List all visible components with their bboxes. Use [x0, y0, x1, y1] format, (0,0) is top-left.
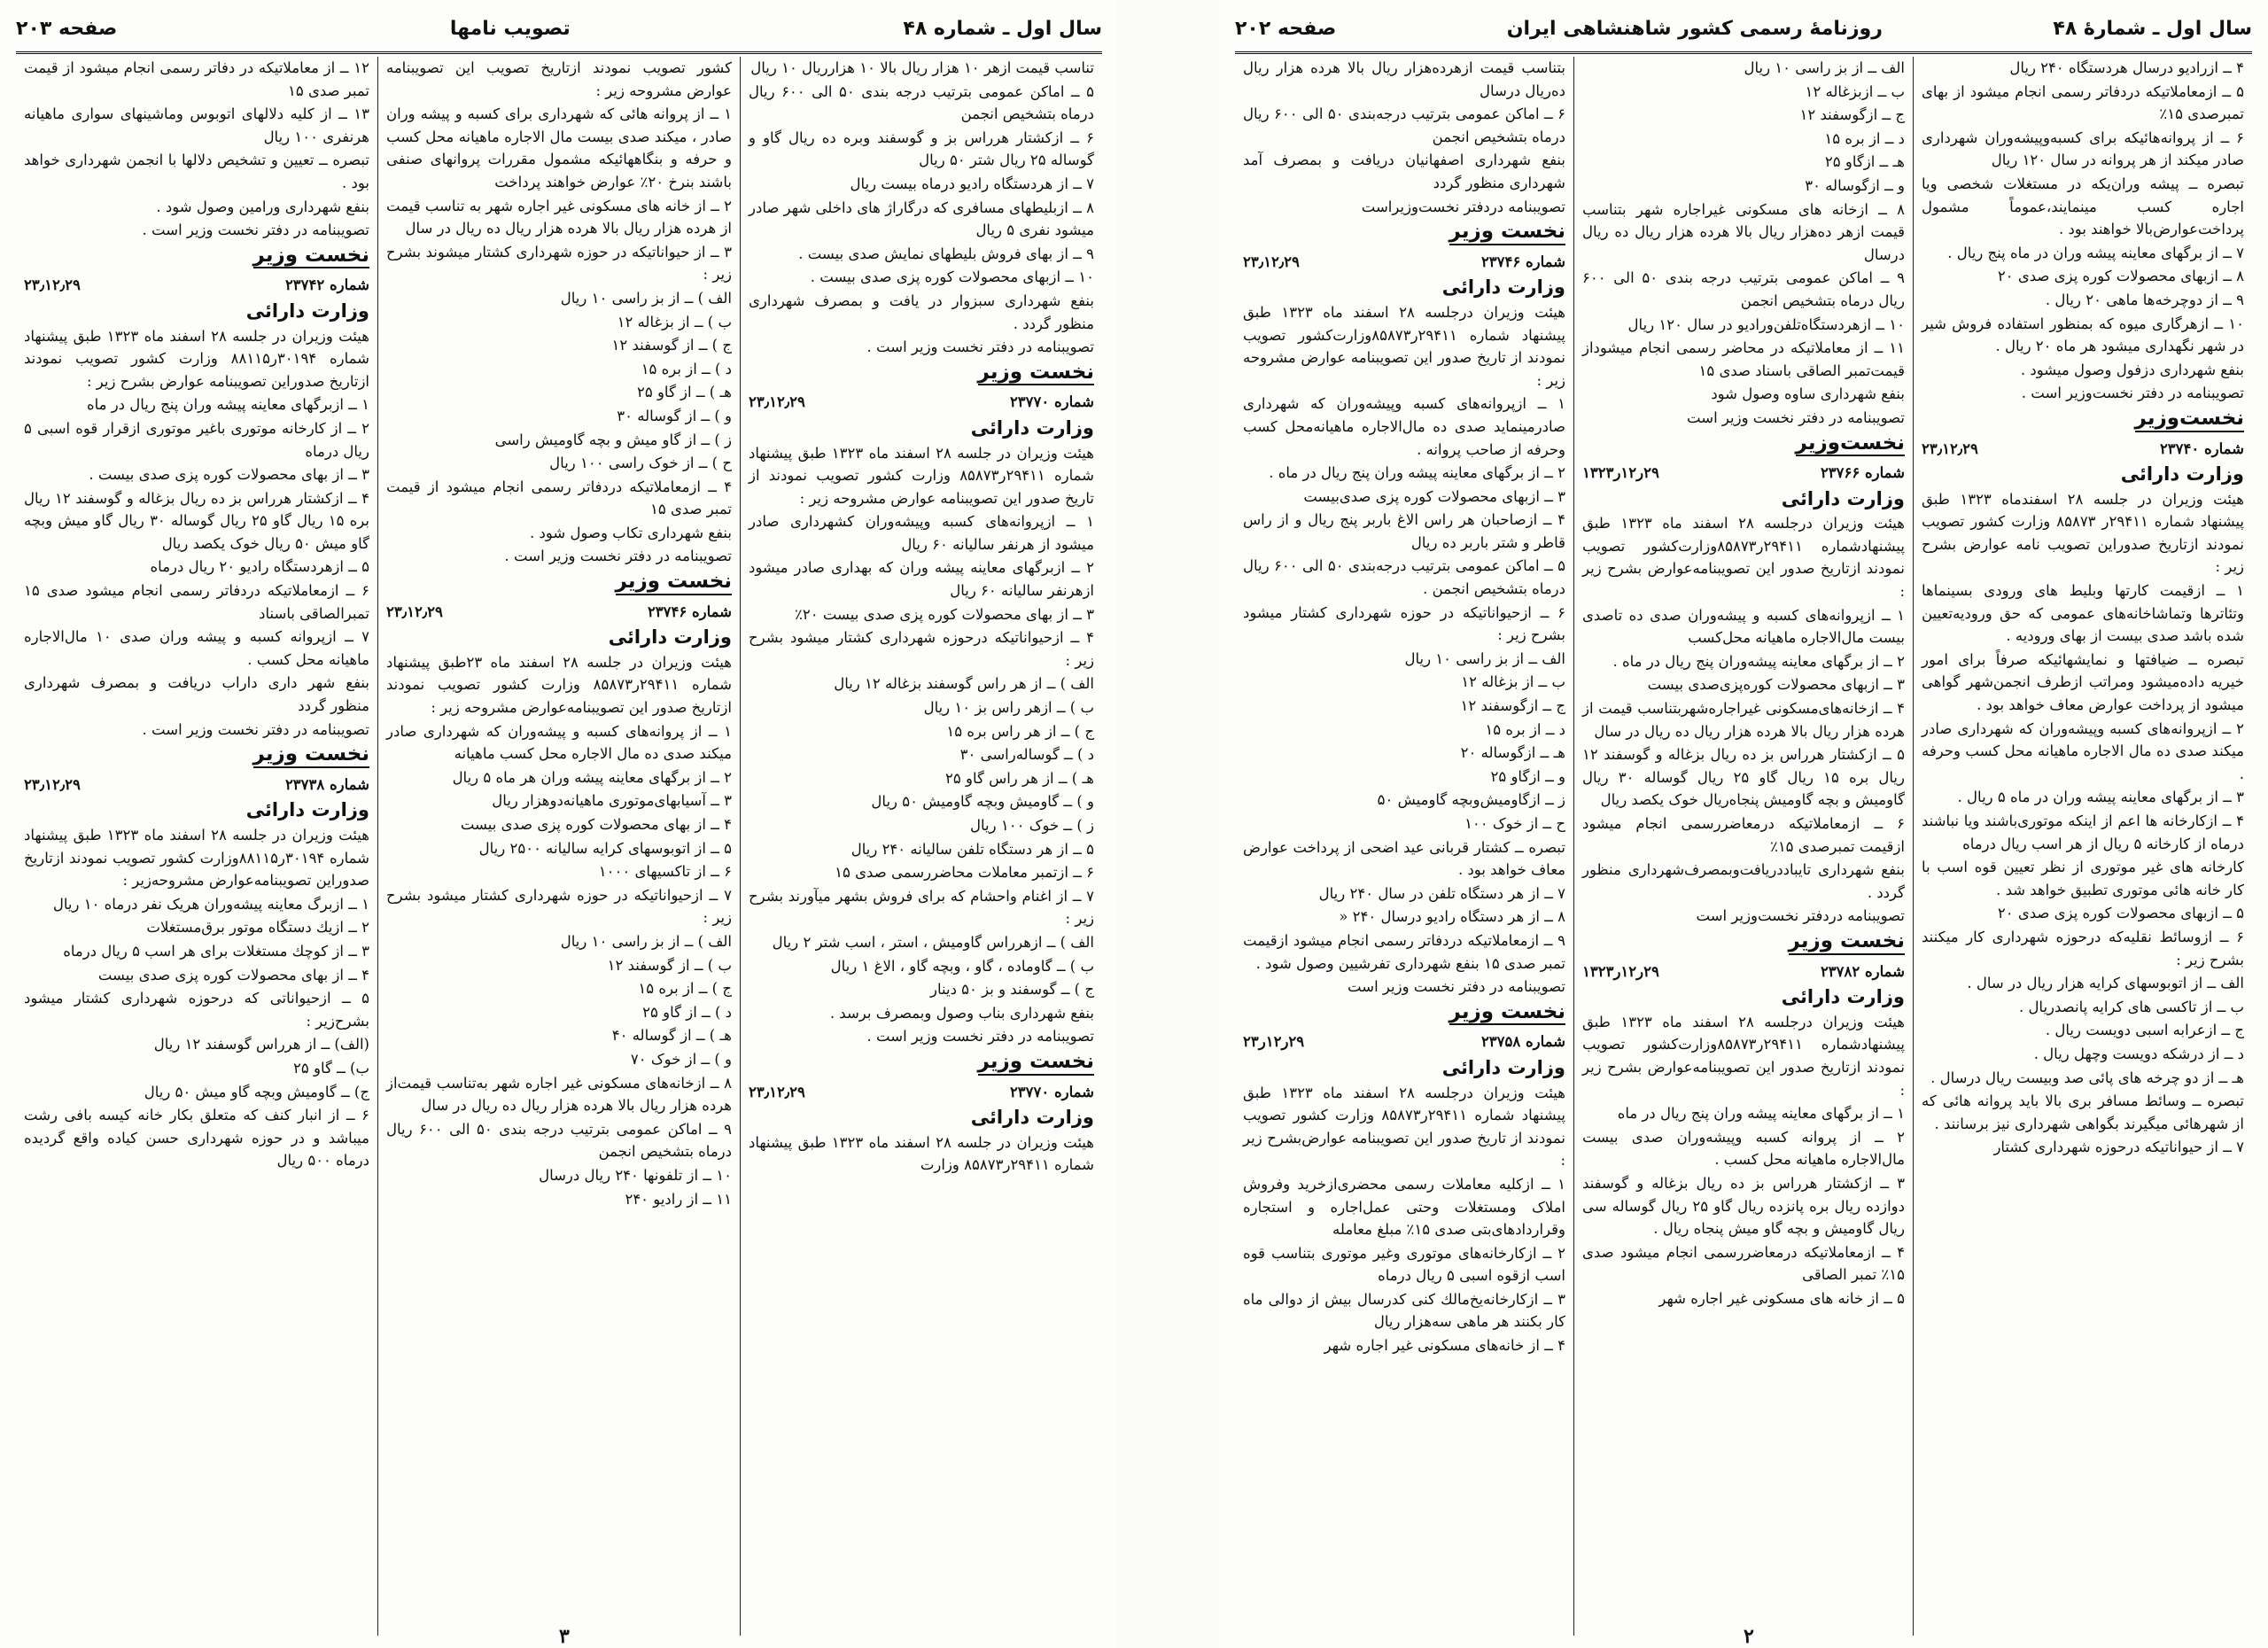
decree-number-part: شماره ۲۳۷۷۰: [1009, 393, 1094, 411]
decree-paragraph: ۱۰ ــ ازهردستگاه‌تلفن‌ورادیو در سال ۱۲۰ ریال: [1627, 315, 1905, 333]
decree-paragraph: ۴ ــ از بهای محصولات کوره پزی صدی بیست: [97, 966, 369, 983]
binding-gutter: [1118, 0, 1219, 1648]
right-page-header: [1235, 5, 2252, 54]
signature-prime-minister: نخست وزیر: [978, 361, 1094, 386]
signature-block: [24, 742, 369, 773]
right-columns: [1235, 57, 2252, 1636]
decree-paragraph: ۷ ــ از حیواناتیکه درحوزه شهرداری کشتار: [1993, 1139, 2244, 1156]
decree-number-line: [749, 391, 1094, 414]
decree-number-line: [24, 773, 369, 797]
decree-paragraph: ۱ ــ ازپروانه‌های کسبه و پیشه‌وران صدی ده تاصدی بیست مال‌الاجاره ماهیانه محل‌کسب: [1582, 606, 1905, 647]
decree-paragraph: تبصره ــ کشتار قربانی عید اضحی از پرداخت عوارض معاف خواهد بود .: [1243, 838, 1565, 879]
decree-paragraph: ج) ــ گاومیش وبچه گاو میش ۵۰ ریال: [144, 1083, 369, 1100]
decree-paragraph: ۸ ــ ازبلیطهای مسافری که درگاراژ های داخلی شهر صادر میشود نفری ۵ ریال: [749, 198, 1094, 239]
decree-paragraph: ۳ ــ ازکشتار هرراس بز ده ریال بزغاله و گوسفند دوازده ریال بره پانزده ریال گاو ۲۵ ریال گوساله سی ریال گاومیش و بچه گاو میش پنجاه ریال .: [1582, 1174, 1905, 1238]
decree-paragraph: ۸ ــ ازخانه های مسکونی غیراجاره شهر بتناسب قیمت ازهر ده‌هزار ریال بالا هرده هزار ریال ده ریال درسال: [1582, 200, 1905, 263]
decree-paragraph: ج ) ــ گوسفند و بز ۵۰ دینار: [930, 981, 1094, 999]
decree-number-part: ۲۳٫۱۲٫۲۹: [386, 602, 443, 620]
decree-paragraph: ۲ ــ از برگهای معاینه پیشه وران هر ماه ۵ ریال: [452, 768, 732, 786]
decree-paragraph: الف ــ از بز راسی ۱۰ ریال: [1744, 59, 1905, 76]
decree-paragraph: ز ــ ازگاومیش‌وبچه گاومیش ۵۰: [1377, 791, 1565, 809]
decree-paragraph: الف ) ــ از بز راسی ۱۰ ریال: [560, 932, 732, 950]
signature-prime-minister: نخست‌وزیر: [2135, 408, 2244, 432]
signature-prime-minister: نخست وزیر: [1449, 221, 1565, 245]
decree-paragraph: ۱۰ ــ ازبهای محصولات کوره پزی صدی بیست .: [810, 268, 1094, 286]
decree-paragraph: تبصره ــ تعیین و تشخیص دلالها با انجمن شهرداری خواهد بود .: [24, 152, 369, 191]
decree-paragraph: بنفع شهرداری دزفول وصول میشود .: [2020, 361, 2244, 378]
decree-paragraph: هیئت وزیران در جلسه ۲۸ اسفند ماه ۱۳۲۳ طبق پیشنهاد شماره ۲۹۴۱۱ر۸۵۸۷۳ وزارت: [749, 1133, 1094, 1174]
left-col-2: [378, 57, 741, 1636]
decree-paragraph: بنفع شهرداری بناب وصول وبمصرف برسد .: [829, 1004, 1094, 1022]
signature-block: [749, 360, 1094, 392]
decree-paragraph: بنفع شهرداری تایباددریافت‌وبمصرف‌شهرداری منظور گردد .: [1582, 861, 1905, 901]
left-page: [0, 0, 1118, 1648]
decree-paragraph: ۹ ــ اماکن عمومی بترتیب درجه بندی ۵۰ الی ۶۰۰ ریال درماه بتشخیص انجمن: [386, 1120, 732, 1161]
left-col-3: [16, 57, 378, 1636]
decree-paragraph: ۵ ــ ازهردستگاه رادیو ۲۰ ریال درماه: [150, 558, 369, 576]
decree-paragraph: ۵ ــ از هر دستگاه تلفن سالیانه ۲۴۰ ریال: [850, 840, 1094, 858]
decree-paragraph: تصویبنامه دردفتر نخست‌وزیر است: [1696, 907, 1905, 925]
decree-paragraph: ۱ ــ از پروانه‌های کسبه و پیشه‌وران که شهرداری صادر میکند صدی ده مال الاجاره محل کسب ماهیانه: [386, 722, 732, 763]
decree-number-part: شماره ۲۳۷۵۸: [1480, 1033, 1565, 1051]
decree-paragraph: بنفع شهر داری داراب دریافت و بمصرف شهرداری منظور گردد: [24, 674, 369, 715]
decree-paragraph: بنفع شهرداری ساوه وصول شود: [1711, 385, 1905, 403]
left-page-label: صفحه ۲۰۳: [16, 17, 118, 40]
decree-paragraph: الف ) ــ ازهرراس گاومیش ، استر ، اسب شتر ۲ ریال: [772, 933, 1094, 951]
decree-paragraph: و ) ــ از گوساله ۳۰: [617, 407, 732, 424]
decree-paragraph: د ــ از درشکه دویست وچهل ریال .: [2033, 1045, 2244, 1062]
decree-paragraph: ج ) ــ از بره ۱۵: [638, 980, 732, 998]
decree-paragraph: ۱۲ ــ از معاملاتیکه در دفاتر رسمی انجام میشود از قیمت تمبر صدی ۱۵: [24, 59, 369, 99]
decree-number-part: شماره ۲۳۷۷۰: [1009, 1083, 1094, 1100]
right-page: [1219, 0, 2268, 1648]
ministry-heading: وزارت دارائی: [245, 799, 369, 821]
decree-paragraph: ۶ ــ ازوسائط نقلیه‌که درحوزه شهرداری کار میکنند بشرح زیر :: [1922, 928, 2244, 968]
decree-paragraph: هـ ) ــ از هر راس گاو ۲۵: [945, 769, 1094, 787]
signature-prime-minister: نخست وزیر: [1789, 930, 1905, 955]
decree-paragraph: بنفع شهرداری تکاب وصول شود .: [530, 524, 732, 541]
decree-paragraph: ۱۳ ــ از کلیه دلالهای اتوبوس وماشینهای سواری ماهیانه هرنفری ۱۰۰ ریال: [24, 105, 369, 145]
decree-paragraph: الف ــ از بز راسی ۱۰ ریال: [1404, 649, 1565, 667]
decree-paragraph: ۴ ــ ازمعاملاتیکه درمعاضررسمی انجام میشود صدی ۱۵٪ تمبر الصاقی: [1582, 1243, 1905, 1284]
decree-paragraph: ۴ ــ از خانه‌های مسکونی غیر اجاره شهر: [1324, 1337, 1565, 1355]
decree-paragraph: هـ ) ــ از گاو ۲۵: [636, 384, 732, 401]
decree-paragraph: هیئت وزیران در جلسه ۲۸ اسفندماه ۱۳۲۳ طبق پیشنهاد شماره ۲۹۴۱۱ر ۸۵۸۷۳ وزارت کشور تصویب نمودند ازتاریخ صدوراین تصویب نامه عوارض بشرح زیر :: [1922, 490, 2245, 576]
decree-number-line: [1922, 438, 2244, 461]
signature-block: [1582, 929, 1905, 960]
decree-paragraph: ۵ ــ ازحیواناتی که درحوزه شهرداری کشتار میشود بشرح‌زیر :: [24, 990, 369, 1030]
decree-paragraph: بتناسب قیمت ازهرده‌هزار ریال بالا هرده هزار ریال ده‌ریال درسال: [1243, 59, 1565, 99]
decree-paragraph: ۵ ــ ازمعاملاتیکه دردفاتر رسمی انجام میشود از بهای تمبرصدی ۱۵٪: [1922, 82, 2244, 123]
decree-paragraph: ب ــ از بزغاله ۱۲: [1461, 673, 1565, 691]
decree-paragraph: ۶ ــ ازمعاملاتیکه دردفاتر رسمی انجام میشود صدی ۱۵ تمبرالصاقی باسناد: [24, 582, 369, 622]
decree-paragraph: ۴ ــ ازمعاملاتیکه دردفاتر رسمی انجام میشود از قیمت تمبر صدی ۱۵: [386, 478, 732, 518]
right-page-number: ۲: [1744, 1625, 1754, 1648]
decree-paragraph: تصویبنامه در دفتر نخست وزیر است .: [142, 222, 369, 239]
decree-paragraph: ب ) ــ گاوماده ، گاو ، وبچه گاو ، الاغ ۱ ریال: [830, 957, 1094, 975]
decree-number-line: [1582, 960, 1905, 983]
decree-paragraph: ۵ ــ از خانه های مسکونی غیر اجاره شهر: [1658, 1289, 1905, 1307]
decree-paragraph: ۲ ــ از برگهای معاینه پیشه‌وران پنج ریال در ماه .: [1612, 652, 1905, 670]
decree-paragraph: تصویبنامه در دفتر نخست وزیر است .: [866, 338, 1094, 356]
decree-paragraph: ب ) ــ از گوسفند ۱۲: [607, 956, 732, 974]
decree-paragraph: تناسب قیمت ازهر ۱۰ هزار ریال بالا ۱۰ هزارریال ۱۰ ریال: [750, 59, 1094, 76]
decree-paragraph: هـ ــ از دو چرخه های پائی صد وبیست ریال درسال .: [1930, 1069, 2244, 1086]
decree-paragraph: ب ــ از تاکسی های کرایه پانصدریال .: [2018, 998, 2244, 1015]
decree-number-part: ۲۳٫۱۲٫۲۹: [24, 276, 81, 294]
decree-number-part: شماره ۲۳۷۳۸: [284, 775, 369, 793]
signature-prime-minister: نخست وزیر: [978, 1051, 1094, 1076]
decree-paragraph: ۶ ــ از انبار کنف که متعلق بکار خانه کیسه بافی رشت میباشد و در حوزه شهرداری حسن کیاده واقع گردیده درماه ۵۰۰ ریال: [24, 1107, 369, 1170]
decree-paragraph: ۳ ــ ازکارخانه‌یخ‌مالك کنی کدرسال بیش از دوالی ماه کار بکنند هر ماهی سه‌هزار ریال: [1243, 1290, 1565, 1331]
ministry-heading: وزارت دارائی: [1441, 1056, 1565, 1078]
decree-paragraph: ۹ ــ اماکن عمومی بترتیب درجه بندی ۵۰ الی ۶۰۰ ریال درماه بتشخیص انجمن: [1582, 269, 1905, 309]
decree-paragraph: د ) ــ گوساله‌راسی ۳۰: [959, 746, 1094, 764]
decree-paragraph: و ــ ازگاو ۲۵: [1490, 767, 1565, 785]
decree-paragraph: و ) ــ از خوک ۷۰: [630, 1050, 732, 1068]
decree-paragraph: ۲ ــ ازبرگهای معاینه پیشه وران که بهداری صادر میشود ازهرنفر سالیانه ۶۰ ریال: [749, 559, 1094, 600]
decree-paragraph: ۶ ــ از پروانه‌هائیکه برای کسبه‌وپیشه‌وران شهرداری صادر میکند از هر پروانه در سال ۱۲۰ ریال: [1922, 128, 2244, 169]
decree-paragraph: بنفع شهرداری ورامین وصول شود .: [156, 198, 369, 215]
decree-paragraph: هیئت وزیران در جلسه ۲۸ اسفند ماه ۲۳طبق پیشنهاد شماره ۲۹۴۱۱ر۸۵۸۷۳ وزارت کشور تصویب نمودند ازتاریخ صدور این تصویبنامه‌عوارض مشروحه زیر :: [386, 653, 733, 717]
decree-paragraph: ۳ ــ آسیابهای‌موتوری ماهیانه‌دوهزار ریال: [492, 792, 732, 810]
decree-paragraph: ۸ ــ ازخانه‌های مسکونی غیر اجاره شهر به‌تناسب قیمت‌از هرده هزار ریال بالا هرده هزار ریال ده ریال در سال: [386, 1074, 732, 1115]
decree-paragraph: ۶ ــ ازتمبر معاملات محاضررسمی صدی ۱۵: [835, 864, 1094, 882]
signature-block: [1243, 219, 1565, 251]
ministry-heading: وزارت دارائی: [970, 416, 1094, 439]
decree-number-part: ۲۹ر۱۲ر۱۳۲۳: [1582, 464, 1659, 482]
decree-paragraph: ۱۱ ــ از معاملاتیکه در محاضر رسمی انجام میشوداز قیمت‌تمبر الصاقی باسناد صدی ۱۵: [1582, 339, 1905, 379]
decree-paragraph: تصویبنامه در دفتر نخست وزیر است .: [866, 1028, 1094, 1046]
decree-paragraph: هیئت وزیران درجلسه ۲۸ اسفند ماه ۱۳۲۳ طبق پیشنهادشماره ۲۹۴۱۱ر۸۵۸۷۳وزارت‌کشور تصویب نمودند ازتاریخ صدور این تصویبنامه‌عوارض بشرح زیر :: [1582, 515, 1905, 601]
decree-paragraph: ۱ ــ ازپروانه‌های کسبه وپیشه‌وران که شهرداری صادرمینماید صدی ده مال‌الاجاره ماهیانه‌محل کسب وحرفه از صاحب پروانه .: [1243, 395, 1565, 458]
decree-number-part: شماره ۲۳۷۴۶: [647, 602, 732, 620]
decree-number-part: ۲۹ر۱۲ر۲۳: [1243, 1033, 1305, 1051]
decree-number-part: شماره ۲۳۷۴۰: [2159, 439, 2244, 457]
decree-paragraph: ح ــ از خوک ۱۰۰: [1464, 815, 1565, 832]
decree-paragraph: ۲ ــ از کارخانه موتوری باغیر موتوری ازقرار قوه اسبی ۵ ریال درماه: [24, 419, 369, 460]
left-columns: [16, 57, 1102, 1636]
decree-paragraph: هیئت وزیران درجلسه ۲۸ اسفند ماه ۱۳۲۳ طبق پیشنهاد شماره ۲۹۴۱۱ر۸۵۸۷۳ وزارت کشور تصویب نمودند از تاریخ صدور این تصویبنامه عوارض‌بشرح زیر :: [1243, 1084, 1566, 1170]
ministry-heading: وزارت دارائی: [1781, 986, 1905, 1008]
decree-paragraph: ز ) ــ از گاو میش و بچه گاومیش راسی: [494, 431, 732, 448]
decree-paragraph: هیئت وزیران در جلسه ۲۸ اسفند ماه ۱۳۲۳ طبق پیشنهاد شماره ۲۹۴۱۱ر۸۵۸۷۳ وزارت کشور تصویب نمودند از تاریخ صدور این تصویبنامه عوارض مشروحه زیر :: [749, 444, 1094, 507]
decree-paragraph: بنفع شهرداری سبزوار در یافت و بمصرف شهرداری منظور گردد .: [749, 292, 1094, 332]
signature-block: [1243, 999, 1565, 1031]
decree-paragraph: ۴ ــ ازصاحبان هر راس الاغ باربر پنج ریال و از راس قاطر و شتر باربر ده ریال: [1243, 511, 1565, 551]
decree-paragraph: ج ) ــ از هر راس بره ۱۵: [946, 722, 1094, 740]
decree-paragraph: ۲ ــ از برگهای معاینه پیشه وران پنج ریال در ماه .: [1269, 464, 1565, 482]
decree-paragraph: ج ــ ازگوسفند ۱۲: [1460, 697, 1565, 715]
decree-paragraph: هـ ــ ازگوساله ۲۰: [1460, 744, 1565, 762]
decree-number-part: ۲۳٫۱۲٫۲۹: [749, 393, 805, 411]
ministry-heading: وزارت دارائی: [1441, 276, 1565, 299]
decree-paragraph: و ) ــ گاومیش وبچه گاومیش ۵۰ ریال: [871, 793, 1094, 811]
decree-paragraph: هـ ــ ازگاو ۲۵: [1824, 153, 1905, 171]
decree-paragraph: تصویبنامه دردفتر نخست‌وزیراست: [1361, 198, 1565, 215]
decree-paragraph: تبصره ــ ضیافتها و نمایشهائیکه صرفاً برای امور خیریه داده‌میشود ومراتب ازطرف انجمن‌شهر گواهی میشود از پرداخت عوارض معاف خواهد بود .: [1922, 650, 2244, 714]
decree-paragraph: ۷ ــ از اغنام واحشام که برای فروش بشهر میآورند بشرح زیر :: [749, 887, 1094, 928]
decree-paragraph: ۶ ــ از تاکسیهای ۱۰۰۰: [598, 863, 732, 881]
decree-paragraph: هـ ) ــ از گوساله ۴۰: [611, 1027, 732, 1045]
decree-paragraph: ب) ــ گاو ۲۵: [293, 1059, 369, 1077]
decree-paragraph: ۲ ــ ازیك دستگاه موتور برق‌مستغلات: [146, 919, 369, 937]
decree-paragraph: الف ) ــ از بز راسی ۱۰ ریال: [560, 289, 732, 307]
decree-paragraph: ۱ ــ ازقیمت کارتها وبلیط های ورودی بسینماها وتئاترها وتماشاخانه‌های عمومی که حق ورودیه‌تعیین شده باشد صدی بیست از بهای ورودیه .: [1922, 582, 2244, 645]
decree-paragraph: ۳ ــ ازبهای محصولات کوره‌پزی‌صدی بیست: [1647, 676, 1905, 694]
decree-paragraph: ۵ ــ ازکشتار هرراس بز ده ریال بزغاله و گوسفند ۱۲ ریال بره ۱۵ ریال گاو ۲۵ ریال گوساله ۳۰ ریال گاومیش و بچه گاومیش پنجاه‌ریال خوک یکصد ریال: [1582, 746, 1905, 809]
decree-paragraph: ح ) ــ از خوک راسی ۱۰۰ ریال: [549, 455, 732, 472]
decree-paragraph: ۱۱ ــ از رادیو ۲۴۰: [625, 1190, 732, 1208]
decree-paragraph: ۴ ــ ازرادیو درسال هردستگاه ۲۴۰ ریال: [2009, 59, 2244, 76]
decree-paragraph: ۱ ــ ازبرگ معاینه پیشه‌وران هریک نفر درماه ۱۰ ریال: [52, 895, 369, 913]
decree-number-part: ۲۳٫۱۲٫۲۹: [749, 1083, 805, 1100]
decree-paragraph: د ــ از بره ۱۵: [1485, 720, 1565, 738]
left-page-header: [16, 5, 1102, 54]
decree-paragraph: تصویبنامه در دفتر نخست‌وزیر است .: [2021, 385, 2244, 402]
decree-number-line: [386, 601, 732, 624]
decree-paragraph: ۸ ــ از هر دستگاه‌ رادیو درسال ۲۴۰ «: [1339, 908, 1565, 926]
decree-number-line: [1582, 462, 1905, 485]
right-col-2: [1574, 57, 1914, 1636]
ministry-heading: وزارت دارائی: [608, 626, 732, 649]
decree-paragraph: ۱ ــ ازکلیه معاملات رسمی محضری‌ازخرید وفروش املاک ومستغلات وحتی عمل‌اجاره و استجاره وقراردادهای‌بتی صدی ۱۵٪ مبلغ معامله: [1243, 1175, 1565, 1239]
signature-prime-minister: نخست‌وزیر: [1796, 432, 1905, 457]
decree-paragraph: ۳ ــ از بهای محصولات کوره پزی صدی بیست .: [89, 466, 369, 484]
decree-paragraph: ب ) ــ از بزغاله ۱۲: [617, 313, 732, 330]
decree-paragraph: ۶ ــ اماکن عمومی بترتیب درجه‌بندی ۵۰ الی ۶۰۰ ریال درماه بتشخیص انجمن: [1243, 105, 1565, 145]
decree-paragraph: ۱ ــ از برگهای معاینه پیشه وران پنج ریال در ماه: [1617, 1105, 1905, 1123]
decree-number-line: [1243, 1030, 1565, 1053]
decree-paragraph: ۹ ــ ازمعاملاتیکه دردفاتر رسمی انجام میشود ازقیمت تمبر صدی ۱۵ بنفع شهرداری تفرشیین وصول شود .: [1243, 931, 1565, 972]
ministry-heading: وزارت دارائی: [970, 1107, 1094, 1129]
decree-paragraph: ۷ ــ از برگهای معاینه پیشه وران در ماه پنج ریال .: [1947, 244, 2244, 261]
decree-paragraph: ۳ ــ از بهای محصولات کوره پزی صدی بیست ۲۰٪: [795, 605, 1094, 623]
decree-paragraph: ۶ ــ ازکشتار هرراس بز و گوسفند وبره ده ریال گاو و گوساله ۲۵ ریال شتر ۵۰ ریال: [749, 128, 1094, 169]
decree-paragraph: ۴ ــ ازکشتار هرراس بز ده ریال بزغاله و گوسفند ۱۲ ریال بره ۱۵ ریال گاو ۲۵ ریال گوساله ۳۰ ریال گاو میش وبچه گاو میش ۵۰ ریال خوک یکصد ریال: [24, 489, 369, 552]
decree-paragraph: ج ــ ازگوسفند ۱۲: [1799, 106, 1905, 124]
decree-paragraph: ۱ ــ ازپروانه‌های کسبه وپیشه‌وران کشهرداری صادر میشود از هرنفر سالیانه ۶۰ ریال: [749, 513, 1094, 553]
decree-paragraph: ج ) ــ از گوسفند ۱۲: [611, 337, 732, 354]
decree-number-part: شماره ۲۳۷۸۲: [1820, 962, 1905, 980]
decree-paragraph: ۴ ــ ازخانه‌های‌مسکونی غیراجاره‌شهر‌بتناسب قیمت از هرده هزار ریال بالا هرده هزار ریال ده ریال در سال: [1582, 700, 1905, 740]
decree-number-part: ۲۳٫۱۲٫۲۹: [24, 775, 81, 793]
decree-paragraph: (الف) ــ از هرراس گوسفند ۱۲ ریال: [153, 1036, 369, 1053]
decree-paragraph: ۵ ــ ازبهای محصولات کوره پزی صدی ۲۰: [1997, 905, 2244, 922]
signature-prime-minister: نخست وزیر: [616, 571, 732, 595]
decree-number-line: [749, 1081, 1094, 1104]
left-issue-label: سال اول ـ شماره ۴۸: [903, 17, 1102, 40]
decree-paragraph: ب ) ــ ازهر راس بز ۱۰ ریال: [923, 699, 1094, 717]
decree-paragraph: ۱۰ ــ ازهرگاری میوه که بمنظور استفاده فروش شیر در شهر نگهداری میشود هر ماه ۲۰ ریال .: [1922, 315, 2244, 355]
decree-paragraph: ۷ ــ از هر دستگاه تلفن در سال ۲۴۰ ریال: [1318, 884, 1565, 902]
decree-paragraph: ۷ ــ از هردستگاه رادیو درماه بیست ریال: [850, 175, 1094, 192]
decree-number-part: ۲۳٫۱۲٫۲۹: [1922, 439, 1978, 457]
signature-block: [1582, 431, 1905, 463]
decree-paragraph: هیئت وزیران درجلسه ۲۸ اسفند ماه ۱۳۲۳ طبق پیشنهادشماره ۲۹۴۱۱ر۸۵۸۷۳وزارت‌کشور تصویب نمودند ازتاریخ صدور این تصویبنامه‌عوارض بشرح زیر :: [1582, 1013, 1905, 1099]
decree-number-part: شماره ۲۳۷۴۲: [284, 276, 369, 294]
signature-prime-minister: نخست وزیر: [253, 743, 369, 768]
decree-paragraph: ب ــ ازبزغاله ۱۲: [1805, 82, 1905, 100]
decree-paragraph: تصویبنامه در دفتر نخست وزیر است: [1687, 408, 1905, 426]
decree-paragraph: تبصره ــ وسائط مسافر بری بالا باید پروانه هائی که از شهرهائی میگیرند بگواهی شهرداری نیز برسانند .: [1922, 1092, 2244, 1132]
decree-paragraph: ۶ ــ ازمعاملاتیکه درمعاضررسمی انجام میشود ازقیمت تمبرصدی ۱۵٪: [1582, 815, 1905, 855]
decree-paragraph: هیئت وزیران در جلسه ۲۸ اسفند ماه ۱۳۲۳ طبق پیشنهاد شماره ۳۰۱۹۴ر۸۸۱۱۵ وزارت کشور تصویب نمودند ازتاریخ صدوراین تصویبنامه عوارض بشرح زیر :: [24, 327, 370, 390]
decree-paragraph: ۱ ــ ازبرگهای معاینه پیشه وران پنج ریال در ماه: [86, 396, 369, 414]
decree-paragraph: ۵ ــ اماکن عمومی بترتیب درجه بندی ۵۰ الی ۶۰۰ ریال درماه بتشخیص انجمن: [749, 82, 1094, 123]
decree-paragraph: ز ) ــ خوک ۱۰۰ ریال: [970, 817, 1094, 834]
decree-number-part: ۲۳٫۱۲٫۲۹: [1243, 253, 1300, 270]
decree-paragraph: ۴ ــ ازکارخانه ها اعم از اینکه موتوری‌باشند ویا نباشند درماه از کارخانه ۵ ریال از هر اسب ریال درماه: [1922, 812, 2244, 852]
right-page-label: صفحه ۲۰۲: [1235, 17, 1337, 40]
right-col-1: [1914, 57, 2252, 1636]
signature-block: [749, 1049, 1094, 1081]
decree-paragraph: کارخانه های غیر موتوری از نظر تعیین قوه اسب با کار خانه هائی موتوری تطبیق خواهد شد .: [1922, 859, 2244, 898]
decree-paragraph: ۲ ــ از خانه های مسکونی غیر اجاره شهر به تناسب قیمت از هرده هزار ریال بالا هرده هزار ریال ده ریال در سال: [386, 197, 732, 237]
decree-paragraph: ۲ ــ ازپروانه‌های کسبه وپیشه‌وران که شهرداری صادر میکند صدی ده مال الاجاره ماهیانه محل کسب وحرفه .: [1922, 719, 2244, 782]
decree-paragraph: تصویبنامه در دفتر نخست وزیر است: [1348, 978, 1565, 996]
decree-number-line: [1243, 251, 1565, 274]
signature-block: [386, 569, 732, 601]
decree-paragraph: ۳ ــ از حیواناتیکه در حوزه شهرداری کشتار میشوند بشرح زیر :: [386, 243, 732, 284]
decree-paragraph: ۸ ــ ازبهای محصولات کوره پزی صدی ۲۰: [1997, 268, 2244, 285]
decree-number-part: شماره ۲۳۷۴۶: [1480, 253, 1565, 270]
decree-paragraph: ۷ ــ ازپروانه کسبه و پیشه وران صدی ۱۰ مال‌الاجاره ماهیانه محل کسب .: [24, 628, 369, 668]
left-col-1: [741, 57, 1102, 1636]
decree-paragraph: کشور تصویب نمودند ازتاریخ تصویب این تصویبنامه عوارض مشروحه زیر :: [386, 59, 732, 99]
decree-paragraph: ۲ ــ از پروانه کسبه وپیشه‌وران صدی بیست مال‌الاجاره ماهیانه محل کسب .: [1582, 1128, 1905, 1169]
decree-paragraph: ۳ ــ از کوچك مستغلات برای هر اسب ۵ ریال درماه: [63, 942, 369, 960]
ministry-heading: وزارت دارائی: [245, 299, 369, 322]
decree-paragraph: هیئت وزیران درجلسه ۲۸ اسفند ماه ۱۳۲۳ طبق پیشنهاد شماره ۲۹۴۱۱ر۸۵۸۷۳وزارت‌کشور تصویب نمودند از تاریخ صدور این تصویبنامه عوارض مشروحه زیر :: [1243, 303, 1565, 389]
decree-paragraph: و ــ ازگوساله ۳۰: [1805, 176, 1905, 194]
decree-paragraph: الف ــ از اتوبوسهای کرایه هزار ریال در سال .: [1967, 975, 2244, 992]
right-issue-label: سال اول ـ شمارهٔ ۴۸: [2053, 17, 2252, 40]
right-col-3: [1235, 57, 1574, 1636]
decree-paragraph: تبصره ــ پیشه وران‌یکه در مستغلات شخصی ویا اجاره کسب مینمایند،عموماً مشمول پرداخت‌عوارض‌بالا خواهند بود .: [1922, 175, 2244, 238]
decree-paragraph: الف ) ــ از هر راس گوسفند بزغاله ۱۲ ریال: [834, 675, 1094, 693]
decree-paragraph: ۳ ــ از برگهای معاینه پیشه وران در ماه ۵ ریال .: [1957, 789, 2244, 806]
ministry-heading: وزارت دارائی: [2120, 463, 2244, 486]
left-section-title: تصویب نامها: [449, 17, 571, 40]
decree-paragraph: ۲ ــ ازکارخانه‌های موتوری وغیر موتوری بتناسب قوه اسب ازقوه اسبی ۵ ریال درماه: [1243, 1244, 1565, 1285]
decree-paragraph: ۹ ــ از دوچرخه‌ها ماهی ۲۰ ریال .: [2045, 291, 2244, 308]
decree-number-part: ۲۹ر۱۲ر۱۳۲۳: [1582, 962, 1659, 980]
decree-paragraph: ۹ ــ از بهای فروش بلیطهای نمایش صدی بیست .: [798, 245, 1094, 262]
decree-paragraph: ۱۰ ــ از تلفونها ۲۴۰ ریال درسال: [539, 1166, 732, 1184]
decree-paragraph: هیئت وزیران در جلسه ۲۸ اسفند ماه ۱۳۲۳ طبق پیشنهاد شماره ۳۰۱۹۴ر۸۸۱۱۵وزارت کشور تصویب نمودند ازتاریخ صدوراین تصویبنامه‌عوارض مشروحه‌زیر :: [24, 827, 369, 890]
decree-paragraph: ج ــ ازعرابه اسبی دویست ریال .: [2045, 1022, 2244, 1039]
decree-paragraph: ۷ ــ ازحیواناتیکه در حوزه شهرداری کشتار میشود بشرح زیر :: [386, 886, 732, 927]
decree-paragraph: د ــ از بره ۱۵: [1824, 129, 1905, 147]
decree-paragraph: ۱ ــ از پروانه هائی که شهرداری برای کسبه و پیشه وران صادر ، میکند صدی بیست مال الاجاره ماهیانه محل کسب و حرفه و بنگاههائیکه مشمول مقررات پروانهای صنفی باشند بنرخ ۲۰٪ عوارض خواهند پرداخت: [386, 105, 732, 190]
signature-prime-minister: نخست وزیر: [1449, 1001, 1565, 1026]
signature-block: [24, 243, 369, 275]
left-page-number: ۳: [559, 1625, 570, 1648]
decree-paragraph: د ) ــ از بره ۱۵: [641, 360, 732, 377]
signature-prime-minister: نخست وزیر: [253, 245, 369, 269]
decree-paragraph: ۳ ــ ازبهای محصولات کوره پزی صدی‌بیست: [1303, 487, 1565, 505]
signature-block: [1922, 406, 2244, 438]
decree-number-part: شماره ۲۳۷۶۶: [1820, 464, 1905, 482]
decree-paragraph: ۴ ــ از بهای محصولات کوره پزی صدی بیست: [460, 816, 732, 833]
decree-paragraph: ۶ ــ ازحیواناتیکه در حوزه شهرداری کشتار میشود بشرح زیر :: [1243, 603, 1565, 644]
decree-paragraph: د ) ــ از گاو ۲۵: [642, 1003, 732, 1021]
decree-paragraph: تصویبنامه در دفتر نخست وزیر است .: [504, 548, 732, 565]
decree-paragraph: تصویبنامه در دفتر نخست وزیر است .: [142, 720, 369, 738]
decree-paragraph: ۵ ــ از اتوبوسهای کرایه سالیانه ۲۵۰۰ ریال: [478, 839, 732, 857]
right-section-title: روزنامهٔ رسمی کشور شاهنشاهی ایران: [1506, 17, 1883, 40]
ministry-heading: وزارت دارائی: [1781, 487, 1905, 509]
decree-paragraph: بنفع شهرداری اصفهانیان دریافت و بمصرف آمد شهرداری منظور گردد: [1243, 152, 1565, 191]
decree-number-line: [24, 274, 369, 297]
decree-paragraph: ۴ ــ ازحیواناتیکه درحوزه شهرداری کشتار میشود بشرح زیر :: [749, 629, 1094, 669]
decree-paragraph: ۵ ــ اماکن عمومی بترتیب درجه‌بندی ۵۰ الی ۶۰۰ ریال درماه بتشخیص انجمن .: [1243, 557, 1565, 598]
